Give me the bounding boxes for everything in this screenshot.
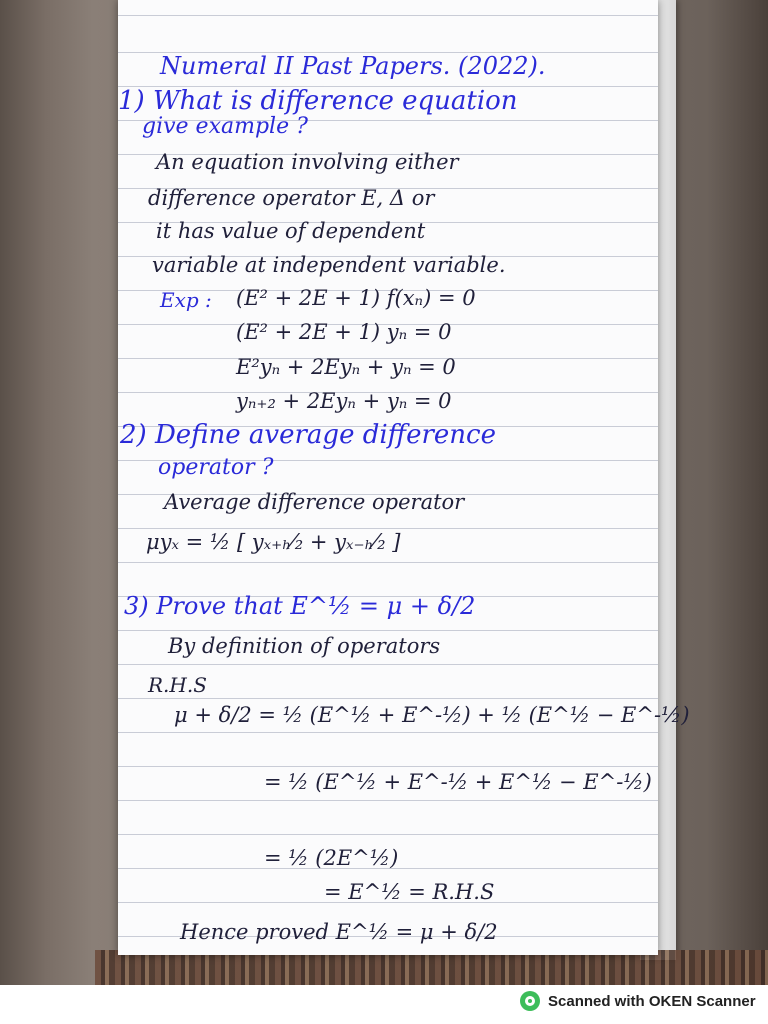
example-label: Exp : [160,288,212,312]
q3-conclusion: Hence proved E^½ = μ + δ/2 [180,920,498,944]
notebook-page [118,0,690,955]
q3-question: 3) Prove that E^½ = μ + δ/2 [124,592,476,620]
oken-scanner-logo-icon [520,991,540,1011]
example-line: (E² + 2E + 1) f(xₙ) = 0 [236,286,476,310]
scanner-footer-label: Scanned with OKEN Scanner [548,992,756,1010]
q2-question: 2) Define average difference [120,420,496,450]
q3-intro: By definition of operators [168,634,441,658]
q2-formula: μyₓ = ½ [ yₓ₊ₕ⁄₂ + yₓ₋ₕ⁄₂ ] [146,530,401,554]
scanner-footer [520,989,756,1013]
q1-question: 1) What is difference equation [118,86,518,116]
example-line: E²yₙ + 2Eyₙ + yₙ = 0 [236,355,456,379]
q3-step: = ½ (E^½ + E^-½ + E^½ − E^-½) [264,770,652,794]
q1-answer-line: it has value of dependent [156,219,426,243]
q3-rhs-label: R.H.S [148,673,207,697]
q3-step: = E^½ = R.H.S [324,880,495,904]
q1-answer-line: variable at independent variable. [152,253,506,277]
q1-question-cont: give example ? [142,114,308,139]
background-rug [95,950,768,985]
page-title: Numeral II Past Papers. (2022). [160,52,546,80]
q1-answer-line: An equation involving either [156,150,459,174]
q2-question-cont: operator ? [158,455,274,480]
q3-step: = ½ (2E^½) [264,846,399,870]
example-line: (E² + 2E + 1) yₙ = 0 [236,320,452,344]
example-line: yₙ₊₂ + 2Eyₙ + yₙ = 0 [236,389,452,413]
q1-answer-line: difference operator E, Δ or [148,186,435,210]
q2-answer: Average difference operator [164,490,465,514]
q3-step: μ + δ/2 = ½ (E^½ + E^-½) + ½ (E^½ − E^-½) [174,703,690,727]
